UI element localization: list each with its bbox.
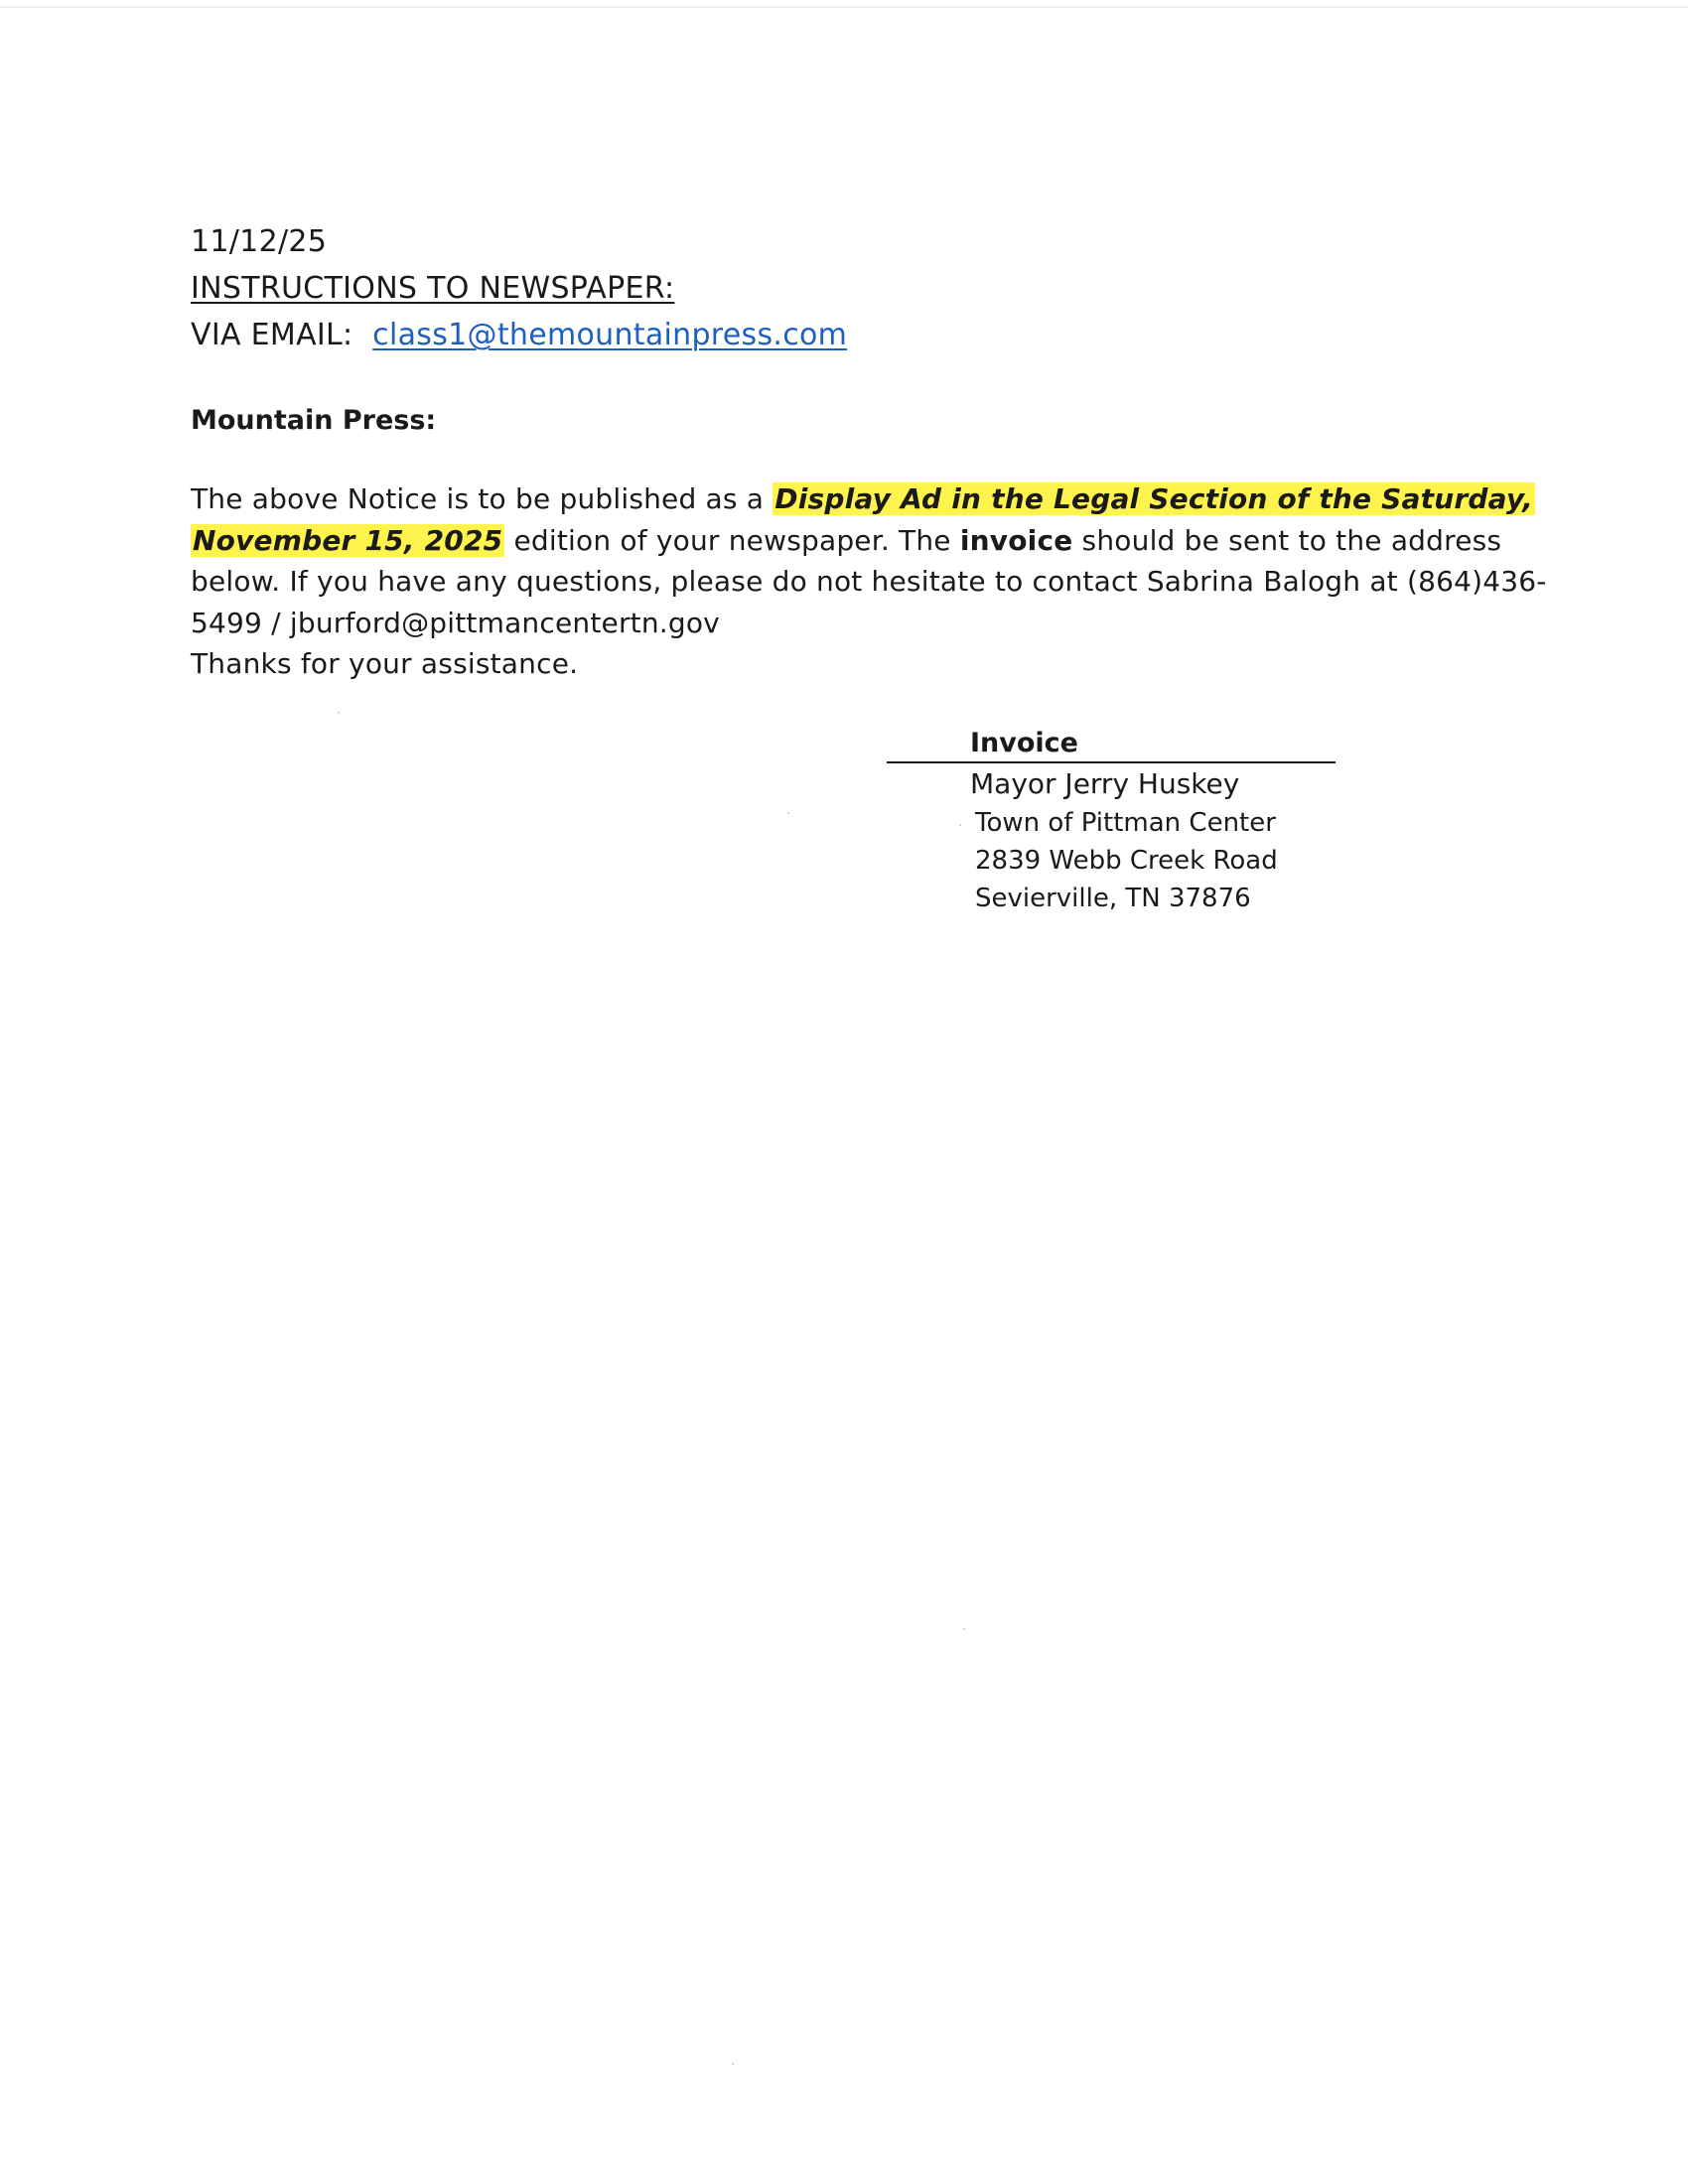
invoice-word: invoice xyxy=(959,523,1073,557)
instructions-heading: INSTRUCTIONS TO NEWSPAPER: xyxy=(191,271,675,306)
scan-speck xyxy=(732,2063,734,2065)
body-line-2-text: edition of your newspaper. The xyxy=(504,523,960,557)
invoice-city: Sevierville, TN 37876 xyxy=(975,884,1251,913)
invoice-name: Mayor Jerry Huskey xyxy=(970,767,1240,800)
body-line-2 xyxy=(191,520,1511,562)
body-line-5: Thanks for your assistance. xyxy=(191,647,579,680)
body-line-1-text: The above Notice is to be published as a xyxy=(191,482,774,515)
scan-speck xyxy=(787,812,789,814)
email-link[interactable]: class1@themountainpress.com xyxy=(372,318,848,352)
invoice-rule xyxy=(887,761,1336,763)
invoice-address-block xyxy=(887,728,1337,913)
letter-header xyxy=(191,218,847,358)
scan-speck xyxy=(959,824,961,826)
scan-edge-line xyxy=(0,6,1688,8)
via-email-label: VIA EMAIL: xyxy=(191,318,353,352)
scan-speck xyxy=(963,1628,965,1630)
body-line-1 xyxy=(191,478,1533,520)
invoice-title: Invoice xyxy=(970,728,1078,758)
body-line-2-end: should be sent to the address xyxy=(1072,523,1502,557)
body-paragraph xyxy=(191,478,1547,685)
body-line-4: 5499 / jburford@pittmancentertn.gov xyxy=(191,606,720,639)
email-line xyxy=(191,312,847,358)
invoice-heading xyxy=(887,728,1337,763)
date: 11/12/25 xyxy=(191,224,328,259)
invoice-org: Town of Pittman Center xyxy=(975,808,1276,838)
scan-speck xyxy=(338,712,340,714)
body-line-3: below. If you have any questions, please do not hesitate to contact Sabrina Balogh at (864)436- xyxy=(191,565,1547,598)
highlight-display-ad: Display Ad in the Legal Section of the Saturday, xyxy=(774,482,1533,515)
invoice-street: 2839 Webb Creek Road xyxy=(975,846,1278,876)
highlight-date: November 15, 2025 xyxy=(193,523,503,557)
salutation: Mountain Press: xyxy=(191,405,437,436)
